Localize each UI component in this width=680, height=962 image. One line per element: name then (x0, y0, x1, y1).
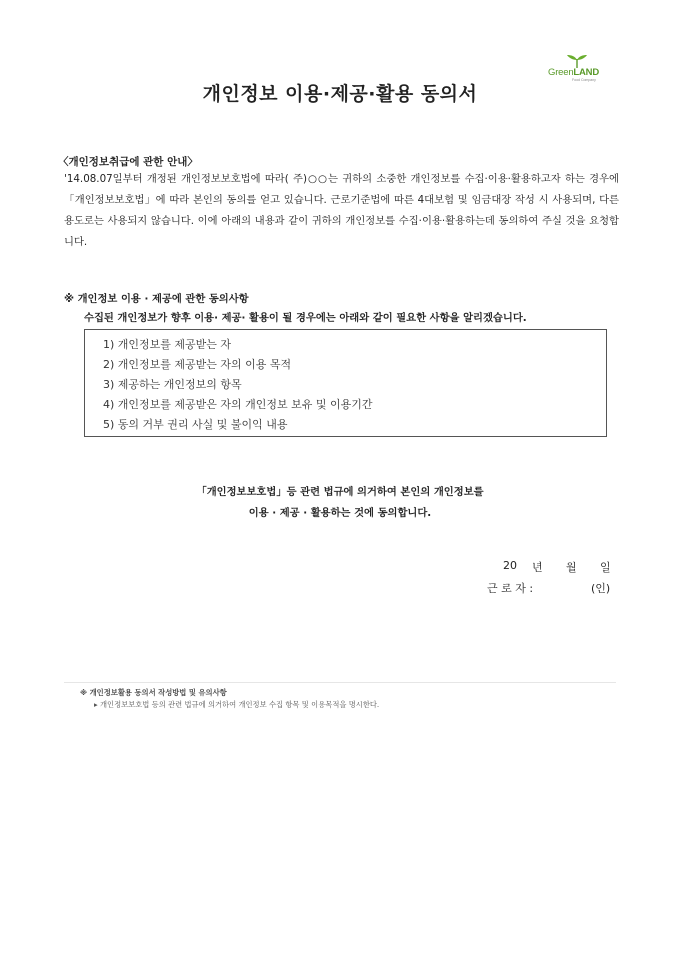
consent-heading: ※ 개인정보 이용 · 제공에 관한 동의사항 (64, 293, 249, 305)
page-title: 개인정보 이용·제공·활용 동의서 (202, 83, 478, 105)
list-item: 3) 제공하는 개인정보의 항목 (103, 378, 242, 391)
notice-body: '14.08.07일부터 개정된 개인정보보호법에 따라( 주)○○는 귀하의 소중한 개인정보를 수집·이용·활용하고자 하는 경우에「개인정보보호법」에 따라 본인의 동의를 얻고 있습니다. 근로기준법에 따른 4대보험 및 임금대장 작성 시 사용되며, 다른 용도로는 사용되지 않습니다. 이에 아래의 내용과 같이 귀하의 개인정보를 수집·이용·활용하는데 동의하여 주실 것을 요청합니다. (64, 173, 619, 248)
agreement-line-1: 「개인정보보호법」등 관련 법규에 의거하여 본인의 개인정보를 (196, 486, 484, 498)
date-year-field[interactable]: 20 (503, 559, 517, 572)
footer-divider (64, 682, 616, 683)
notice-heading: 〈개인정보취급에 관한 안내〉 (58, 156, 198, 168)
date-month-label: 월 (566, 561, 577, 574)
list-item: 4) 개인정보를 제공받은 자의 개인정보 보유 및 이용기간 (103, 398, 373, 411)
list-item: 2) 개인정보를 제공받는 자의 이용 목적 (103, 358, 292, 371)
list-item: 5) 동의 거부 권리 사실 및 불이익 내용 (103, 418, 288, 431)
sprout-icon (566, 54, 588, 68)
logo-wordmark: GreenLAND (548, 67, 599, 78)
signature-label: 근 로 자 : (487, 582, 534, 595)
consent-subheading: 수집된 개인정보가 향후 이용· 제공· 활용이 될 경우에는 아래와 같이 필요한 사항을 알리겠습니다. (84, 312, 527, 324)
logo-tagline: Food Company (572, 78, 596, 82)
footnote-heading: ※ 개인정보활용 동의서 작성방법 및 유의사항 (80, 688, 227, 697)
agreement-line-2: 이용 · 제공 · 활용하는 것에 동의합니다. (248, 507, 432, 519)
signature-seal[interactable]: (인) (591, 582, 611, 595)
date-year-label: 년 (532, 561, 543, 574)
consent-items-box (84, 329, 607, 437)
list-item: 1) 개인정보를 제공받는 자 (103, 338, 232, 351)
footnote-body: ▸ 개인정보보호법 등의 관련 법규에 의거하여 개인정보 수집 항목 및 이용목적을 명시한다. (94, 700, 380, 709)
date-day-label: 일 (600, 561, 611, 574)
